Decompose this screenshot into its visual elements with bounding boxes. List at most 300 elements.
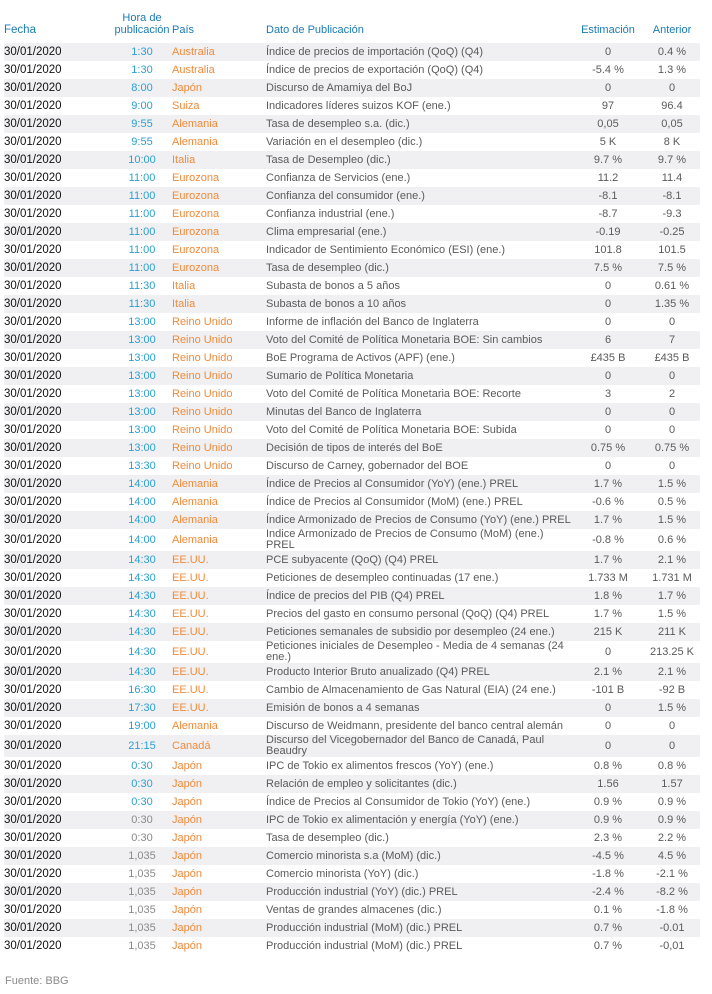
table-row <box>4 735 700 757</box>
cell-anterior: 7 <box>644 331 700 349</box>
cell-estimacion: 0.75 % <box>572 439 644 457</box>
cell-hora: 21:15 <box>112 735 172 757</box>
cell-anterior: 9.7 % <box>644 151 700 169</box>
cell-pais: Japón <box>172 901 266 919</box>
cell-fecha: 30/01/2020 <box>4 735 112 757</box>
cell-pais: Japón <box>172 79 266 97</box>
table-row <box>4 385 700 403</box>
cell-fecha: 30/01/2020 <box>4 241 112 259</box>
cell-hora: 14:30 <box>112 605 172 623</box>
table-row <box>4 793 700 811</box>
cell-estimacion: -8.7 <box>572 205 644 223</box>
table-row <box>4 169 700 187</box>
cell-estimacion: 0.8 % <box>572 757 644 775</box>
cell-anterior: -2.1 % <box>644 865 700 883</box>
cell-pais: Suiza <box>172 97 266 115</box>
cell-anterior: 0 <box>644 421 700 439</box>
cell-fecha: 30/01/2020 <box>4 205 112 223</box>
cell-pais: EE.UU. <box>172 587 266 605</box>
cell-hora: 11:30 <box>112 295 172 313</box>
cell-estimacion: 0.9 % <box>572 793 644 811</box>
table-row <box>4 187 700 205</box>
cell-hora: 14:30 <box>112 569 172 587</box>
cell-pais: Alemania <box>172 115 266 133</box>
cell-dato: Comercio minorista s.a (MoM) (dic.) <box>266 847 572 865</box>
cell-pais: Canadá <box>172 735 266 757</box>
cell-dato: Peticiones semanales de subsidio por desempleo (24 ene.) <box>266 623 572 641</box>
cell-hora: 0:30 <box>112 757 172 775</box>
cell-pais: Japón <box>172 883 266 901</box>
cell-hora: 11:00 <box>112 187 172 205</box>
cell-estimacion: -0.6 % <box>572 493 644 511</box>
cell-dato: Emisión de bonos a 4 semanas <box>266 699 572 717</box>
cell-hora: 11:00 <box>112 223 172 241</box>
cell-dato: Índice de Precios al Consumidor (MoM) (ene.) PREL <box>266 493 572 511</box>
cell-anterior: 2.1 % <box>644 551 700 569</box>
cell-hora: 11:00 <box>112 259 172 277</box>
cell-fecha: 30/01/2020 <box>4 295 112 313</box>
cell-fecha: 30/01/2020 <box>4 277 112 295</box>
cell-fecha: 30/01/2020 <box>4 79 112 97</box>
cell-dato: Decisión de tipos de interés del BoE <box>266 439 572 457</box>
cell-anterior: 96.4 <box>644 97 700 115</box>
table-row <box>4 295 700 313</box>
cell-pais: EE.UU. <box>172 681 266 699</box>
cell-hora: 13:30 <box>112 457 172 475</box>
cell-pais: Japón <box>172 847 266 865</box>
table-row <box>4 587 700 605</box>
cell-dato: Tasa de desempleo (dic.) <box>266 829 572 847</box>
header-pais: País <box>172 24 195 36</box>
header-dato: Dato de Publicación <box>266 24 364 36</box>
cell-estimacion: 0,05 <box>572 115 644 133</box>
cell-anterior: 0.9 % <box>644 793 700 811</box>
cell-fecha: 30/01/2020 <box>4 811 112 829</box>
cell-hora: 1,035 <box>112 847 172 865</box>
cell-hora: 14:30 <box>112 641 172 663</box>
cell-fecha: 30/01/2020 <box>4 681 112 699</box>
cell-anterior: 2.1 % <box>644 663 700 681</box>
cell-fecha: 30/01/2020 <box>4 403 112 421</box>
economic-calendar-table <box>4 0 700 955</box>
cell-estimacion: 1.733 M <box>572 569 644 587</box>
cell-dato: Producción industrial (MoM) (dic.) PREL <box>266 937 572 955</box>
cell-anterior: 0.75 % <box>644 439 700 457</box>
cell-estimacion: 7.5 % <box>572 259 644 277</box>
cell-fecha: 30/01/2020 <box>4 663 112 681</box>
cell-fecha: 30/01/2020 <box>4 367 112 385</box>
header-fecha: Fecha <box>4 24 36 36</box>
cell-fecha: 30/01/2020 <box>4 551 112 569</box>
cell-fecha: 30/01/2020 <box>4 115 112 133</box>
table-row <box>4 97 700 115</box>
cell-estimacion: 97 <box>572 97 644 115</box>
cell-anterior: -0,01 <box>644 937 700 955</box>
cell-fecha: 30/01/2020 <box>4 641 112 663</box>
cell-dato: Sumario de Política Monetaria <box>266 367 572 385</box>
cell-estimacion: -2.4 % <box>572 883 644 901</box>
cell-hora: 13:00 <box>112 313 172 331</box>
cell-anterior: -9.3 <box>644 205 700 223</box>
cell-fecha: 30/01/2020 <box>4 529 112 551</box>
cell-pais: Reino Unido <box>172 385 266 403</box>
table-row <box>4 883 700 901</box>
table-row <box>4 717 700 735</box>
cell-pais: Japón <box>172 937 266 955</box>
cell-hora: 13:00 <box>112 331 172 349</box>
cell-dato: Variación en el desempleo (dic.) <box>266 133 572 151</box>
cell-dato: Tasa de desempleo (dic.) <box>266 259 572 277</box>
cell-fecha: 30/01/2020 <box>4 919 112 937</box>
cell-estimacion: 5 K <box>572 133 644 151</box>
cell-pais: Australia <box>172 61 266 79</box>
cell-pais: Reino Unido <box>172 331 266 349</box>
header-hora-line1: Hora de <box>122 12 162 24</box>
cell-hora: 1,035 <box>112 865 172 883</box>
cell-anterior: 0.61 % <box>644 277 700 295</box>
cell-estimacion: 0 <box>572 735 644 757</box>
cell-anterior: 1.5 % <box>644 475 700 493</box>
cell-dato: Subasta de bonos a 5 años <box>266 277 572 295</box>
table-row <box>4 439 700 457</box>
table-row <box>4 663 700 681</box>
cell-dato: Voto del Comité de Política Monetaria BOE: Sin cambios <box>266 331 572 349</box>
cell-hora: 10:00 <box>112 151 172 169</box>
cell-estimacion: 0 <box>572 403 644 421</box>
cell-pais: Eurozona <box>172 187 266 205</box>
cell-estimacion: 0 <box>572 641 644 663</box>
cell-anterior: 1.35 % <box>644 295 700 313</box>
cell-estimacion: 6 <box>572 331 644 349</box>
cell-fecha: 30/01/2020 <box>4 493 112 511</box>
cell-fecha: 30/01/2020 <box>4 169 112 187</box>
cell-hora: 1,035 <box>112 919 172 937</box>
cell-anterior: 0 <box>644 79 700 97</box>
cell-dato: Índice de precios de importación (QoQ) (Q4) <box>266 43 572 61</box>
cell-anterior: 0.5 % <box>644 493 700 511</box>
cell-dato: Indicador de Sentimiento Económico (ESI) (ene.) <box>266 241 572 259</box>
cell-estimacion: 1.7 % <box>572 475 644 493</box>
cell-hora: 14:00 <box>112 511 172 529</box>
cell-fecha: 30/01/2020 <box>4 43 112 61</box>
table-row <box>4 493 700 511</box>
header-anterior: Anterior <box>652 24 692 36</box>
cell-fecha: 30/01/2020 <box>4 901 112 919</box>
cell-anterior: 0 <box>644 403 700 421</box>
cell-hora: 14:00 <box>112 475 172 493</box>
cell-anterior: -1.8 % <box>644 901 700 919</box>
cell-estimacion: 0.1 % <box>572 901 644 919</box>
cell-dato: BoE Programa de Activos (APF) (ene.) <box>266 349 572 367</box>
cell-anterior: 0 <box>644 735 700 757</box>
cell-fecha: 30/01/2020 <box>4 313 112 331</box>
table-row <box>4 937 700 955</box>
cell-hora: 13:00 <box>112 367 172 385</box>
cell-hora: 17:30 <box>112 699 172 717</box>
cell-pais: Japón <box>172 757 266 775</box>
cell-hora: 11:30 <box>112 277 172 295</box>
cell-hora: 0:30 <box>112 829 172 847</box>
table-row <box>4 457 700 475</box>
cell-anterior: 0.8 % <box>644 757 700 775</box>
cell-fecha: 30/01/2020 <box>4 385 112 403</box>
cell-fecha: 30/01/2020 <box>4 847 112 865</box>
cell-pais: Italia <box>172 295 266 313</box>
cell-estimacion: 1.8 % <box>572 587 644 605</box>
cell-hora: 13:00 <box>112 439 172 457</box>
table-row <box>4 551 700 569</box>
cell-anterior: 8 K <box>644 133 700 151</box>
cell-anterior: 1.5 % <box>644 511 700 529</box>
cell-fecha: 30/01/2020 <box>4 757 112 775</box>
cell-pais: EE.UU. <box>172 569 266 587</box>
table-row <box>4 223 700 241</box>
table-header <box>4 0 700 43</box>
table-row <box>4 757 700 775</box>
cell-estimacion: -5.4 % <box>572 61 644 79</box>
cell-pais: Alemania <box>172 475 266 493</box>
cell-pais: Reino Unido <box>172 421 266 439</box>
table-row <box>4 475 700 493</box>
table-row <box>4 511 700 529</box>
cell-dato: Discurso de Weidmann, presidente del banco central alemán <box>266 717 572 735</box>
cell-dato: Discurso de Amamiya del BoJ <box>266 79 572 97</box>
cell-estimacion: 0.7 % <box>572 937 644 955</box>
cell-anterior: 0.9 % <box>644 811 700 829</box>
cell-fecha: 30/01/2020 <box>4 793 112 811</box>
cell-anterior: £435 B <box>644 349 700 367</box>
cell-dato: Índice de Precios al Consumidor de Tokio (YoY) (ene.) <box>266 793 572 811</box>
cell-hora: 13:00 <box>112 385 172 403</box>
cell-pais: EE.UU. <box>172 641 266 663</box>
cell-fecha: 30/01/2020 <box>4 937 112 955</box>
table-row <box>4 829 700 847</box>
table-row <box>4 529 700 551</box>
table-row <box>4 865 700 883</box>
cell-dato: Índice Armonizado de Precios de Consumo (MoM) (ene.) PREL <box>266 529 572 551</box>
cell-hora: 1,035 <box>112 901 172 919</box>
cell-fecha: 30/01/2020 <box>4 151 112 169</box>
cell-fecha: 30/01/2020 <box>4 883 112 901</box>
cell-hora: 1:30 <box>112 61 172 79</box>
cell-pais: Alemania <box>172 493 266 511</box>
cell-pais: Japón <box>172 811 266 829</box>
cell-dato: Precios del gasto en consumo personal (QoQ) (Q4) PREL <box>266 605 572 623</box>
cell-estimacion: 1.7 % <box>572 605 644 623</box>
cell-pais: Eurozona <box>172 223 266 241</box>
cell-anterior: 4.5 % <box>644 847 700 865</box>
cell-estimacion: 9.7 % <box>572 151 644 169</box>
table-row <box>4 151 700 169</box>
header-hora-line2: publicación <box>114 24 170 36</box>
cell-hora: 11:00 <box>112 241 172 259</box>
cell-estimacion: 0 <box>572 699 644 717</box>
header-hora <box>112 0 172 43</box>
cell-hora: 1,035 <box>112 883 172 901</box>
table-row <box>4 641 700 663</box>
cell-dato: Índice de precios del PIB (Q4) PREL <box>266 587 572 605</box>
table-row <box>4 79 700 97</box>
cell-fecha: 30/01/2020 <box>4 349 112 367</box>
cell-pais: EE.UU. <box>172 623 266 641</box>
cell-anterior: 0 <box>644 367 700 385</box>
cell-anterior: 0 <box>644 457 700 475</box>
cell-fecha: 30/01/2020 <box>4 421 112 439</box>
cell-estimacion: 2.3 % <box>572 829 644 847</box>
cell-fecha: 30/01/2020 <box>4 475 112 493</box>
cell-estimacion: 0 <box>572 43 644 61</box>
table-row <box>4 811 700 829</box>
cell-anterior: -92 B <box>644 681 700 699</box>
cell-pais: EE.UU. <box>172 551 266 569</box>
cell-dato: Comercio minorista (YoY) (dic.) <box>266 865 572 883</box>
cell-estimacion: 215 K <box>572 623 644 641</box>
cell-dato: Índice de precios de exportación (QoQ) (Q4) <box>266 61 572 79</box>
cell-estimacion: 0 <box>572 367 644 385</box>
cell-fecha: 30/01/2020 <box>4 223 112 241</box>
source-note: Fuente: BBG <box>5 975 69 987</box>
table-row <box>4 367 700 385</box>
cell-estimacion: 11.2 <box>572 169 644 187</box>
cell-pais: Reino Unido <box>172 439 266 457</box>
table-row <box>4 681 700 699</box>
cell-pais: Japón <box>172 865 266 883</box>
cell-fecha: 30/01/2020 <box>4 187 112 205</box>
header-estimacion: Estimación <box>581 24 635 36</box>
cell-anterior: 211 K <box>644 623 700 641</box>
table-row <box>4 349 700 367</box>
cell-dato: Índice Armonizado de Precios de Consumo (YoY) (ene.) PREL <box>266 511 572 529</box>
cell-hora: 11:00 <box>112 205 172 223</box>
cell-hora: 1:30 <box>112 43 172 61</box>
table-row <box>4 847 700 865</box>
cell-dato: Discurso de Carney, gobernador del BOE <box>266 457 572 475</box>
cell-hora: 9:55 <box>112 115 172 133</box>
cell-anterior: 11.4 <box>644 169 700 187</box>
cell-hora: 14:30 <box>112 587 172 605</box>
table-row <box>4 919 700 937</box>
cell-anterior: -0.25 <box>644 223 700 241</box>
cell-dato: Relación de empleo y solicitantes (dic.) <box>266 775 572 793</box>
cell-pais: Eurozona <box>172 205 266 223</box>
cell-anterior: 0.4 % <box>644 43 700 61</box>
cell-pais: Eurozona <box>172 169 266 187</box>
cell-fecha: 30/01/2020 <box>4 569 112 587</box>
cell-anterior: 2.2 % <box>644 829 700 847</box>
cell-dato: Cambio de Almacenamiento de Gas Natural (EIA) (24 ene.) <box>266 681 572 699</box>
table-row <box>4 331 700 349</box>
cell-hora: 14:00 <box>112 529 172 551</box>
cell-estimacion: -1.8 % <box>572 865 644 883</box>
cell-dato: Indicadores líderes suizos KOF (ene.) <box>266 97 572 115</box>
cell-hora: 0:30 <box>112 775 172 793</box>
cell-dato: Subasta de bonos a 10 años <box>266 295 572 313</box>
cell-pais: Alemania <box>172 529 266 551</box>
cell-fecha: 30/01/2020 <box>4 259 112 277</box>
cell-fecha: 30/01/2020 <box>4 865 112 883</box>
cell-pais: Reino Unido <box>172 367 266 385</box>
cell-anterior: 1.57 <box>644 775 700 793</box>
cell-dato: Tasa de Desempleo (dic.) <box>266 151 572 169</box>
cell-pais: Reino Unido <box>172 349 266 367</box>
cell-estimacion: 0 <box>572 717 644 735</box>
cell-pais: Australia <box>172 43 266 61</box>
cell-estimacion: 0 <box>572 421 644 439</box>
cell-pais: Alemania <box>172 717 266 735</box>
cell-pais: Japón <box>172 919 266 937</box>
cell-pais: Japón <box>172 775 266 793</box>
cell-estimacion: 101.8 <box>572 241 644 259</box>
cell-fecha: 30/01/2020 <box>4 699 112 717</box>
cell-fecha: 30/01/2020 <box>4 623 112 641</box>
cell-estimacion: 1.7 % <box>572 511 644 529</box>
cell-dato: Producción industrial (MoM) (dic.) PREL <box>266 919 572 937</box>
table-row <box>4 605 700 623</box>
cell-fecha: 30/01/2020 <box>4 587 112 605</box>
cell-pais: Alemania <box>172 511 266 529</box>
cell-dato: Voto del Comité de Política Monetaria BOE: Subida <box>266 421 572 439</box>
cell-estimacion: 0 <box>572 313 644 331</box>
cell-pais: Alemania <box>172 133 266 151</box>
cell-fecha: 30/01/2020 <box>4 97 112 115</box>
cell-hora: 13:00 <box>112 421 172 439</box>
table-row <box>4 623 700 641</box>
cell-anterior: -8.2 % <box>644 883 700 901</box>
cell-anterior: 1.5 % <box>644 605 700 623</box>
cell-pais: Reino Unido <box>172 457 266 475</box>
cell-anterior: 0 <box>644 313 700 331</box>
cell-pais: EE.UU. <box>172 699 266 717</box>
cell-dato: Tasa de desempleo s.a. (dic.) <box>266 115 572 133</box>
cell-anterior: 7.5 % <box>644 259 700 277</box>
cell-fecha: 30/01/2020 <box>4 511 112 529</box>
cell-anterior: 1.7 % <box>644 587 700 605</box>
cell-dato: Minutas del Banco de Inglaterra <box>266 403 572 421</box>
cell-hora: 13:00 <box>112 349 172 367</box>
cell-hora: 14:30 <box>112 551 172 569</box>
cell-hora: 13:00 <box>112 403 172 421</box>
table-row <box>4 43 700 61</box>
cell-estimacion: 0.9 % <box>572 811 644 829</box>
cell-fecha: 30/01/2020 <box>4 775 112 793</box>
table-row <box>4 133 700 151</box>
cell-anterior: 101.5 <box>644 241 700 259</box>
cell-dato: Discurso del Vicegobernador del Banco de Canadá, Paul Beaudry <box>266 735 572 757</box>
cell-dato: Producto Interior Bruto anualizado (Q4) PREL <box>266 663 572 681</box>
cell-fecha: 30/01/2020 <box>4 61 112 79</box>
cell-pais: EE.UU. <box>172 663 266 681</box>
cell-hora: 1,035 <box>112 937 172 955</box>
cell-estimacion: -4.5 % <box>572 847 644 865</box>
table-row <box>4 901 700 919</box>
table-row <box>4 403 700 421</box>
cell-estimacion: 0 <box>572 79 644 97</box>
cell-anterior: 0.6 % <box>644 529 700 551</box>
cell-hora: 14:30 <box>112 663 172 681</box>
cell-pais: Japón <box>172 829 266 847</box>
cell-pais: Japón <box>172 793 266 811</box>
cell-fecha: 30/01/2020 <box>4 717 112 735</box>
cell-estimacion: £435 B <box>572 349 644 367</box>
cell-pais: Eurozona <box>172 259 266 277</box>
cell-hora: 14:00 <box>112 493 172 511</box>
table-body <box>4 43 700 955</box>
cell-dato: PCE subyacente (QoQ) (Q4) PREL <box>266 551 572 569</box>
cell-dato: Voto del Comité de Política Monetaria BOE: Recorte <box>266 385 572 403</box>
cell-estimacion: 2.1 % <box>572 663 644 681</box>
cell-anterior: 1.5 % <box>644 699 700 717</box>
cell-hora: 9:55 <box>112 133 172 151</box>
